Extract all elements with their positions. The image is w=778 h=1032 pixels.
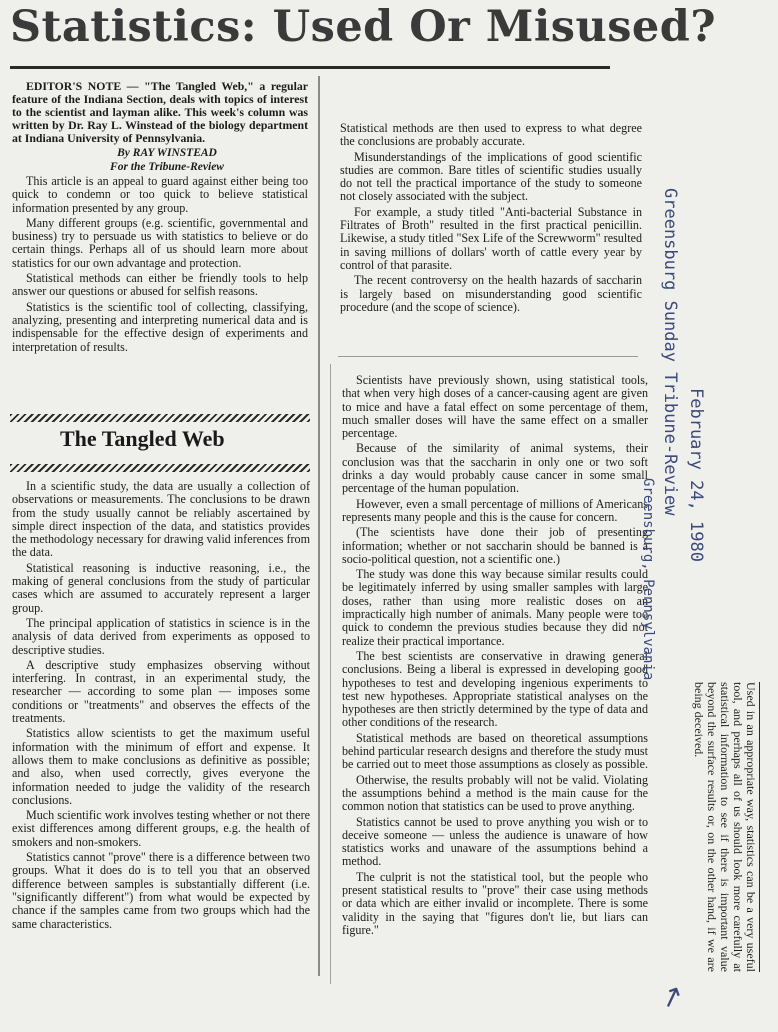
paragraph: Much scientific work involves testing whether or not there exist differences among different groups, e.g. the health of smokers and non-smokers. <box>12 808 310 849</box>
paragraph: The culprit is not the statistical tool, but the people who present statistical results to "prove" their case using methods or data which are either invalid or incomplete. There is some validity in the saying that "figures don't lie, but liars can figure." <box>342 869 648 937</box>
paragraph: Statistics is the scientific tool of collecting, classifying, analyzing, presenting and interpreting numerical data and is indispensable for the effective design of experiments and interpretation of results. <box>12 299 308 354</box>
paragraph: Statistical reasoning is inductive reasoning, i.e., the making of general conclusions from the study of particular cases which are assumed to accurately represent a larger group. <box>12 560 310 615</box>
section-title: The Tangled Web <box>60 426 225 451</box>
column-4 <box>342 374 648 939</box>
paragraph: However, even a small percentage of millions of Americans represents many people and this is the cause for concern. <box>342 496 648 524</box>
column-divider <box>318 76 320 976</box>
paragraph: The best scientists are conservative in drawing general conclusions. Being a liberal is expressed in developing good hypotheses to test and developing ingenious experiments to test new hypotheses. Appropriate statistical analyses on the hypotheses are then strictly determined by the type of data and other conditions of the research. <box>342 648 648 730</box>
paragraph: (The scientists have done their job of presenting information; whether or not saccharin should be banned is a socio-political question, not a scientific one.) <box>342 525 648 566</box>
paragraph: Statistical methods are based on theoretical assumptions behind particular research designs and therefore the study must be carried out to meet those assumptions as closely as possible. <box>342 730 648 772</box>
editor-note: EDITOR'S NOTE — "The Tangled Web," a regular feature of the Indiana Section, deals with topics of interest to the scientist and layman alike. This week's column was written by Dr. Ray L. Winstead of the biology department at Indiana University of Pennsylvania. <box>12 79 308 145</box>
column-1 <box>12 80 308 356</box>
byline-source: For the Tribune-Review <box>110 161 224 173</box>
handwritten-place-note: Greensburg, Pennsylvania <box>640 478 656 681</box>
paragraph: A descriptive study emphasizes observing without interfering. In contrast, in an experimental study, the researcher — according to some plan — imposes some conditions or "treatments" and observes the effects of the treatments. <box>12 657 310 726</box>
paragraph: Statistics cannot be used to prove anything you wish or to deceive someone — unless the audience is unaware of how statistics works and unaware of the assumptions behind a method. <box>342 814 648 869</box>
handwritten-arrow-icon: ↗ <box>655 976 689 1017</box>
paragraph: Statistics allow scientists to get the maximum useful information with the minimum of effort and expense. It allows them to make conclusions as definitive as possible; and also, when used correctly, gives everyone the information needed to judge the validity of the research conclusions. <box>12 726 310 807</box>
paragraph: Scientists have previously shown, using statistical tools, that when very high doses of a cancer-causing agent are given to mice and have a fatal effect on some percentage of them, much smaller doses will have the same effect on a smaller percentage. <box>342 373 648 441</box>
paragraph: Otherwise, the results probably will not be valid. Violating the assumptions behind a method is the main cause for the common notion that statistics can be used to prove anything. <box>342 772 648 814</box>
section-divider <box>338 356 638 357</box>
paragraph: Misunderstandings of the implications of good scientific studies are common. Bare titles of scientific studies usually do not tell the practical importance of the study to someone not closely associated with the subject. <box>340 149 642 204</box>
paragraph: This article is an appeal to guard against either being too quick to condemn or too quick to believe statistical information presented by any group. <box>12 174 308 215</box>
handwritten-source-note: Greensburg Sunday Tribune-Review <box>660 188 680 516</box>
column-2 <box>340 122 642 316</box>
decorative-border-top <box>10 414 310 422</box>
headline-rule <box>10 66 610 69</box>
paragraph: Statistics cannot "prove" there is a difference between two groups. What it does do is to tell you that an observed difference between samples is substantially different (i.e. "significantly different") from what would be expected by chance if the samples came from two groups which had the same characteristics. <box>12 850 310 931</box>
paragraph: The recent controversy on the health hazards of saccharin is largely based on misunderstanding good scientific procedure (and the scope of science). <box>340 273 642 314</box>
paragraph: The principal application of statistics in science is in the analysis of data derived from experiments as opposed to descriptive studies. <box>12 615 310 657</box>
pull-quote-sidenote: Used in an appropriate way, statistics can be a very useful tool, and perhaps all of us should look more carefully at statistical information to see if there is important value beyond the surface results or, on the other hand, if we are being deceived. <box>667 682 760 972</box>
paragraph: For example, a study titled "Anti-bacterial Substance in Filtrates of Broth" resulted in the first practical penicillin. Likewise, a study titled "Sex Life of the Screwworm" resulted in saving millions of dollars' worth of cattle every year by control of that parasite. <box>340 204 642 272</box>
paragraph: In a scientific study, the data are usually a collection of observations or measurements. The conclusions to be drawn from the study usually cannot be reliably ascertained by simple direct inspection of the data, and statistics provides the methodology necessary for drawing valid inferences from the data. <box>12 479 310 560</box>
paragraph: Statistical methods are then used to express to what degree the conclusions are probably accurate. <box>340 121 642 149</box>
decorative-border-bottom <box>10 464 310 472</box>
paragraph: Because of the similarity of animal systems, their conclusion was that the saccharin in only one or two soft drinks a day would probably cause cancer in some small percentage of the human population. <box>342 441 648 496</box>
handwritten-date-note: February 24, 1980 <box>686 388 706 562</box>
column-divider-lower <box>330 364 331 984</box>
paragraph: Statistical methods can either be friendly tools to help answer our questions or abused for selfish reasons. <box>12 271 308 299</box>
article-headline: Statistics: Used Or Misused? <box>10 2 717 52</box>
column-3 <box>12 480 310 933</box>
byline: By RAY WINSTEAD <box>117 147 217 159</box>
paragraph: The study was done this way because similar results could be legitimately inferred by using smaller samples with large doses, rather than using more realistic doses on an impractically high number of animals. Many people were too quick to condemn the previous studies because they did not realize their practical importance. <box>342 567 648 648</box>
paragraph: Many different groups (e.g. scientific, governmental and business) try to persuade us with statistics to believe or do certain things. Perhaps all of us should learn more about statistics for our own advantage and protection. <box>12 215 308 270</box>
